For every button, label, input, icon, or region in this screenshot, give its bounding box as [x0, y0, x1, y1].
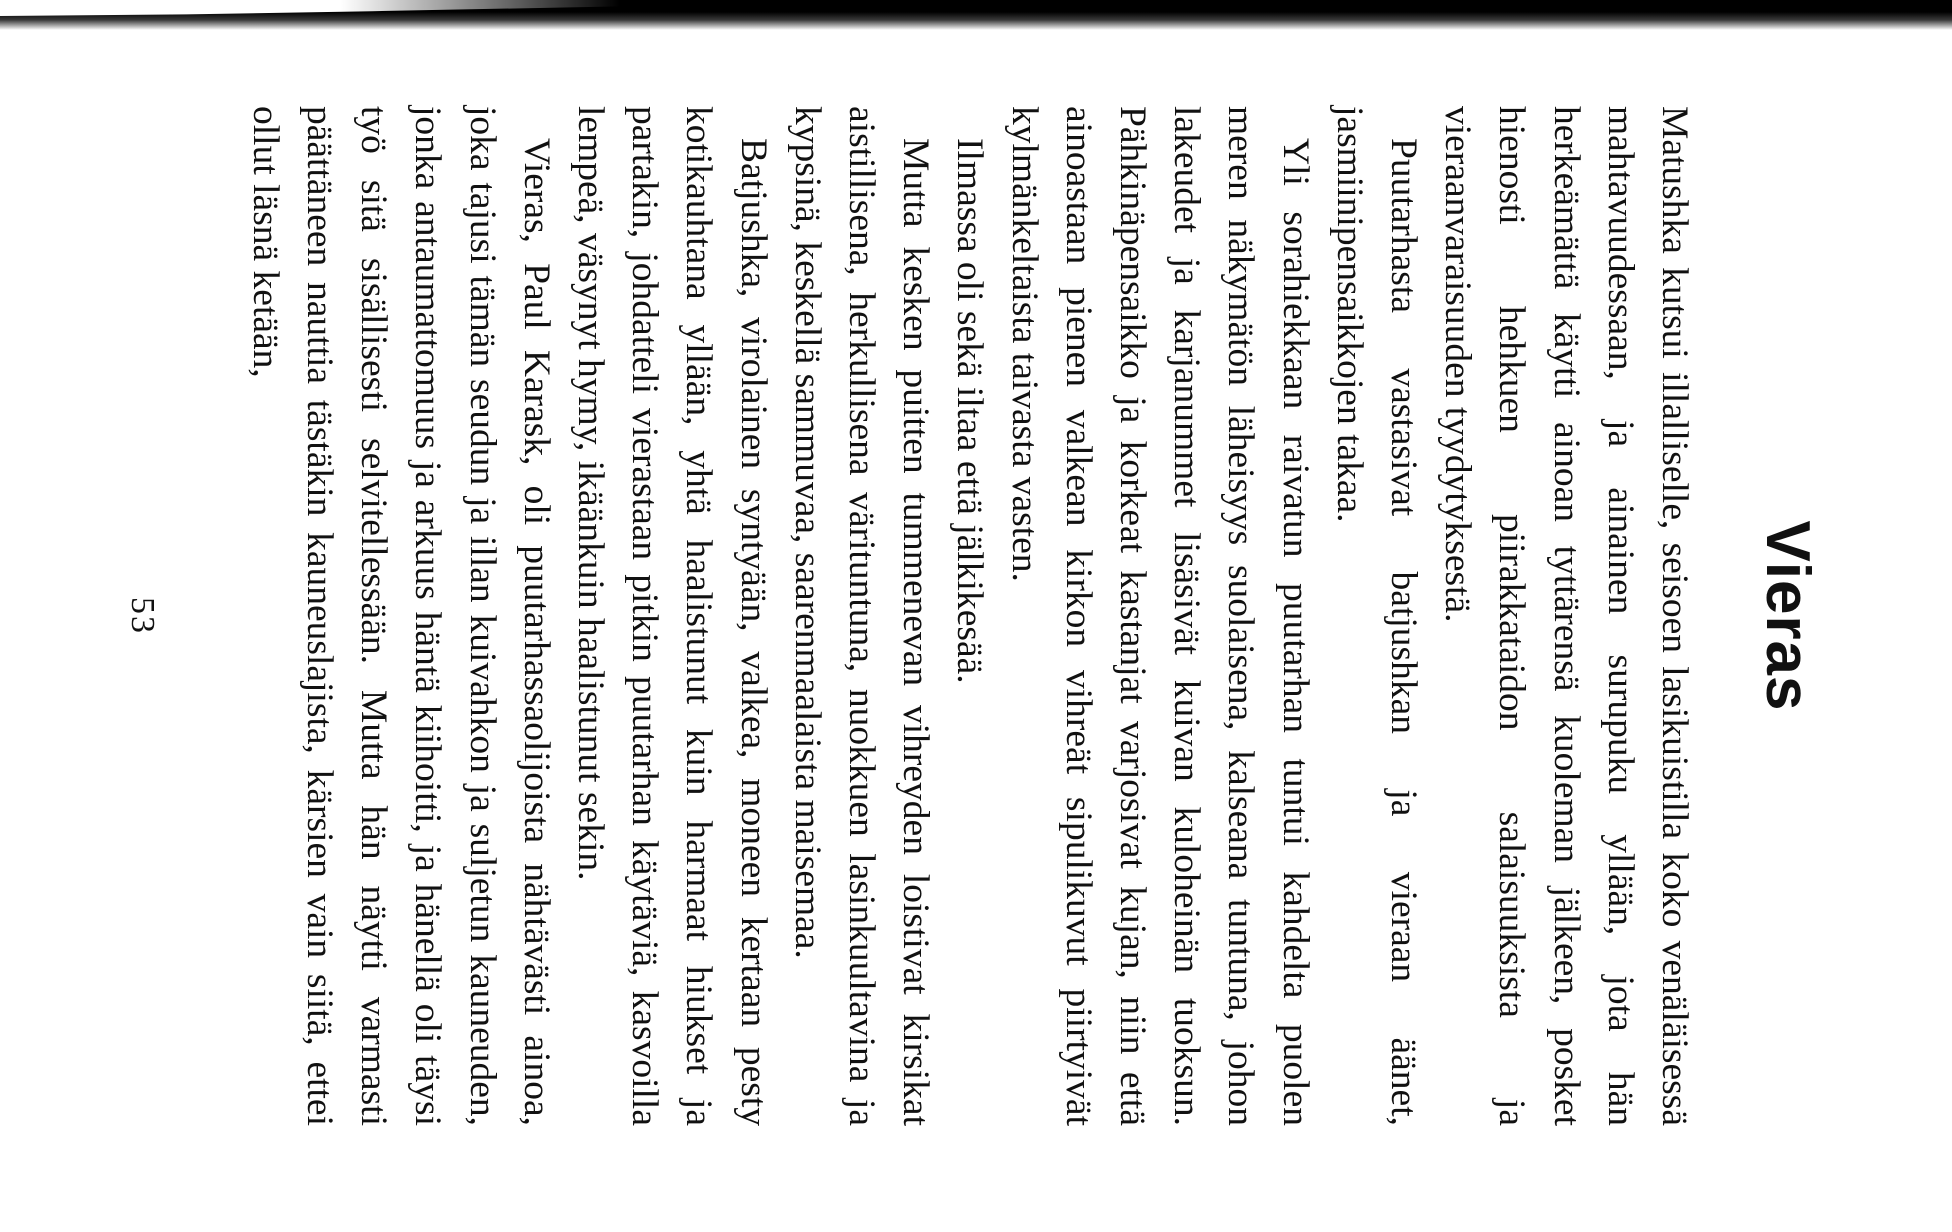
paragraph-3: Yli sorahiekkaan raivatun puutarhan tuntui kahdelta puolen meren näkymätön läheisyys suolaisena, kalseana tuntuna, johon lakeudet ja karjanummet lisäsivät kuivan kuloheinän tuoksun. Pähkinäpensaikko ja korkeat kastanjat varjosivat kujan, niin että ainoastaan pienen valkean kirkon vihreät sipulikuvut piirtyivät kylmänkeltaista taivasta vasten. [1003, 106, 1316, 1126]
rotated-page-wrapper [51, 36, 1901, 1196]
paragraph-1: Matushka kutsui illalliselle, seisoen lasikuistilla koko venäläisessä mahtavuudessaan, ja ainainen surupuku yllään, jota hän herkeämättä käytti ainoan tyttärensä kuoleman jälkeen, posket hienosti hehkuen piirakkataidon salaisuuksista ja vieraanvaraisuuden tyydytyksestä. [1437, 106, 1695, 1126]
paragraph-4: Ilmassa oli sekä iltaa että jälkikesää. [949, 138, 991, 684]
paragraph-2: Puutarhasta vastasivat batjushkan ja vieraan äänet, jasmiinipensaikkojen takaa. [1328, 106, 1424, 1126]
book-page [51, 36, 1901, 1196]
body-text [238, 106, 1701, 1126]
paragraph-5: Mutta kesken puitten tummenevan vihreyden loistivat kirsikat aistillisena, herkullisena värituntuna, nuokkuen lasinkuultavina ja kypsinä, keskellä sammuvaa, saarenmaalaista maisemaa. [786, 106, 937, 1126]
paragraph-6: Batjushka, virolainen syntyään, valkea, moneen kertaan pesty kotikauhtana yllään, yhtä haalistunut kuin harmaat hiukset ja partakin, johdatteli vierastaan pitkin puutarhan käytäviä, kasvoilla lempeä, väsynyt hymy, ikäänkuin haalistunut sekin. [569, 106, 774, 1126]
chapter-title: Vieras [1753, 520, 1822, 712]
scan-edge [0, 0, 1952, 30]
page-number: 53 [124, 597, 161, 635]
paragraph-7: Vieras, Paul Karask, oli puutarhassaolijoista nähtävästi ainoa, joka tajusi tämän seudun ja illan kuivahkon ja suljetun kauneuden, jonka antaumattomuus ja arkuus häntä kiihoitti, ja hänellä oli täysi työ sitä sisällisesti selvitellessään. Mutta hän näytti varmasti päättäneen nauttia tästäkin kauneuslajista, kärsien vain siitä, ettei ollut läsnä ketään, [244, 106, 557, 1126]
